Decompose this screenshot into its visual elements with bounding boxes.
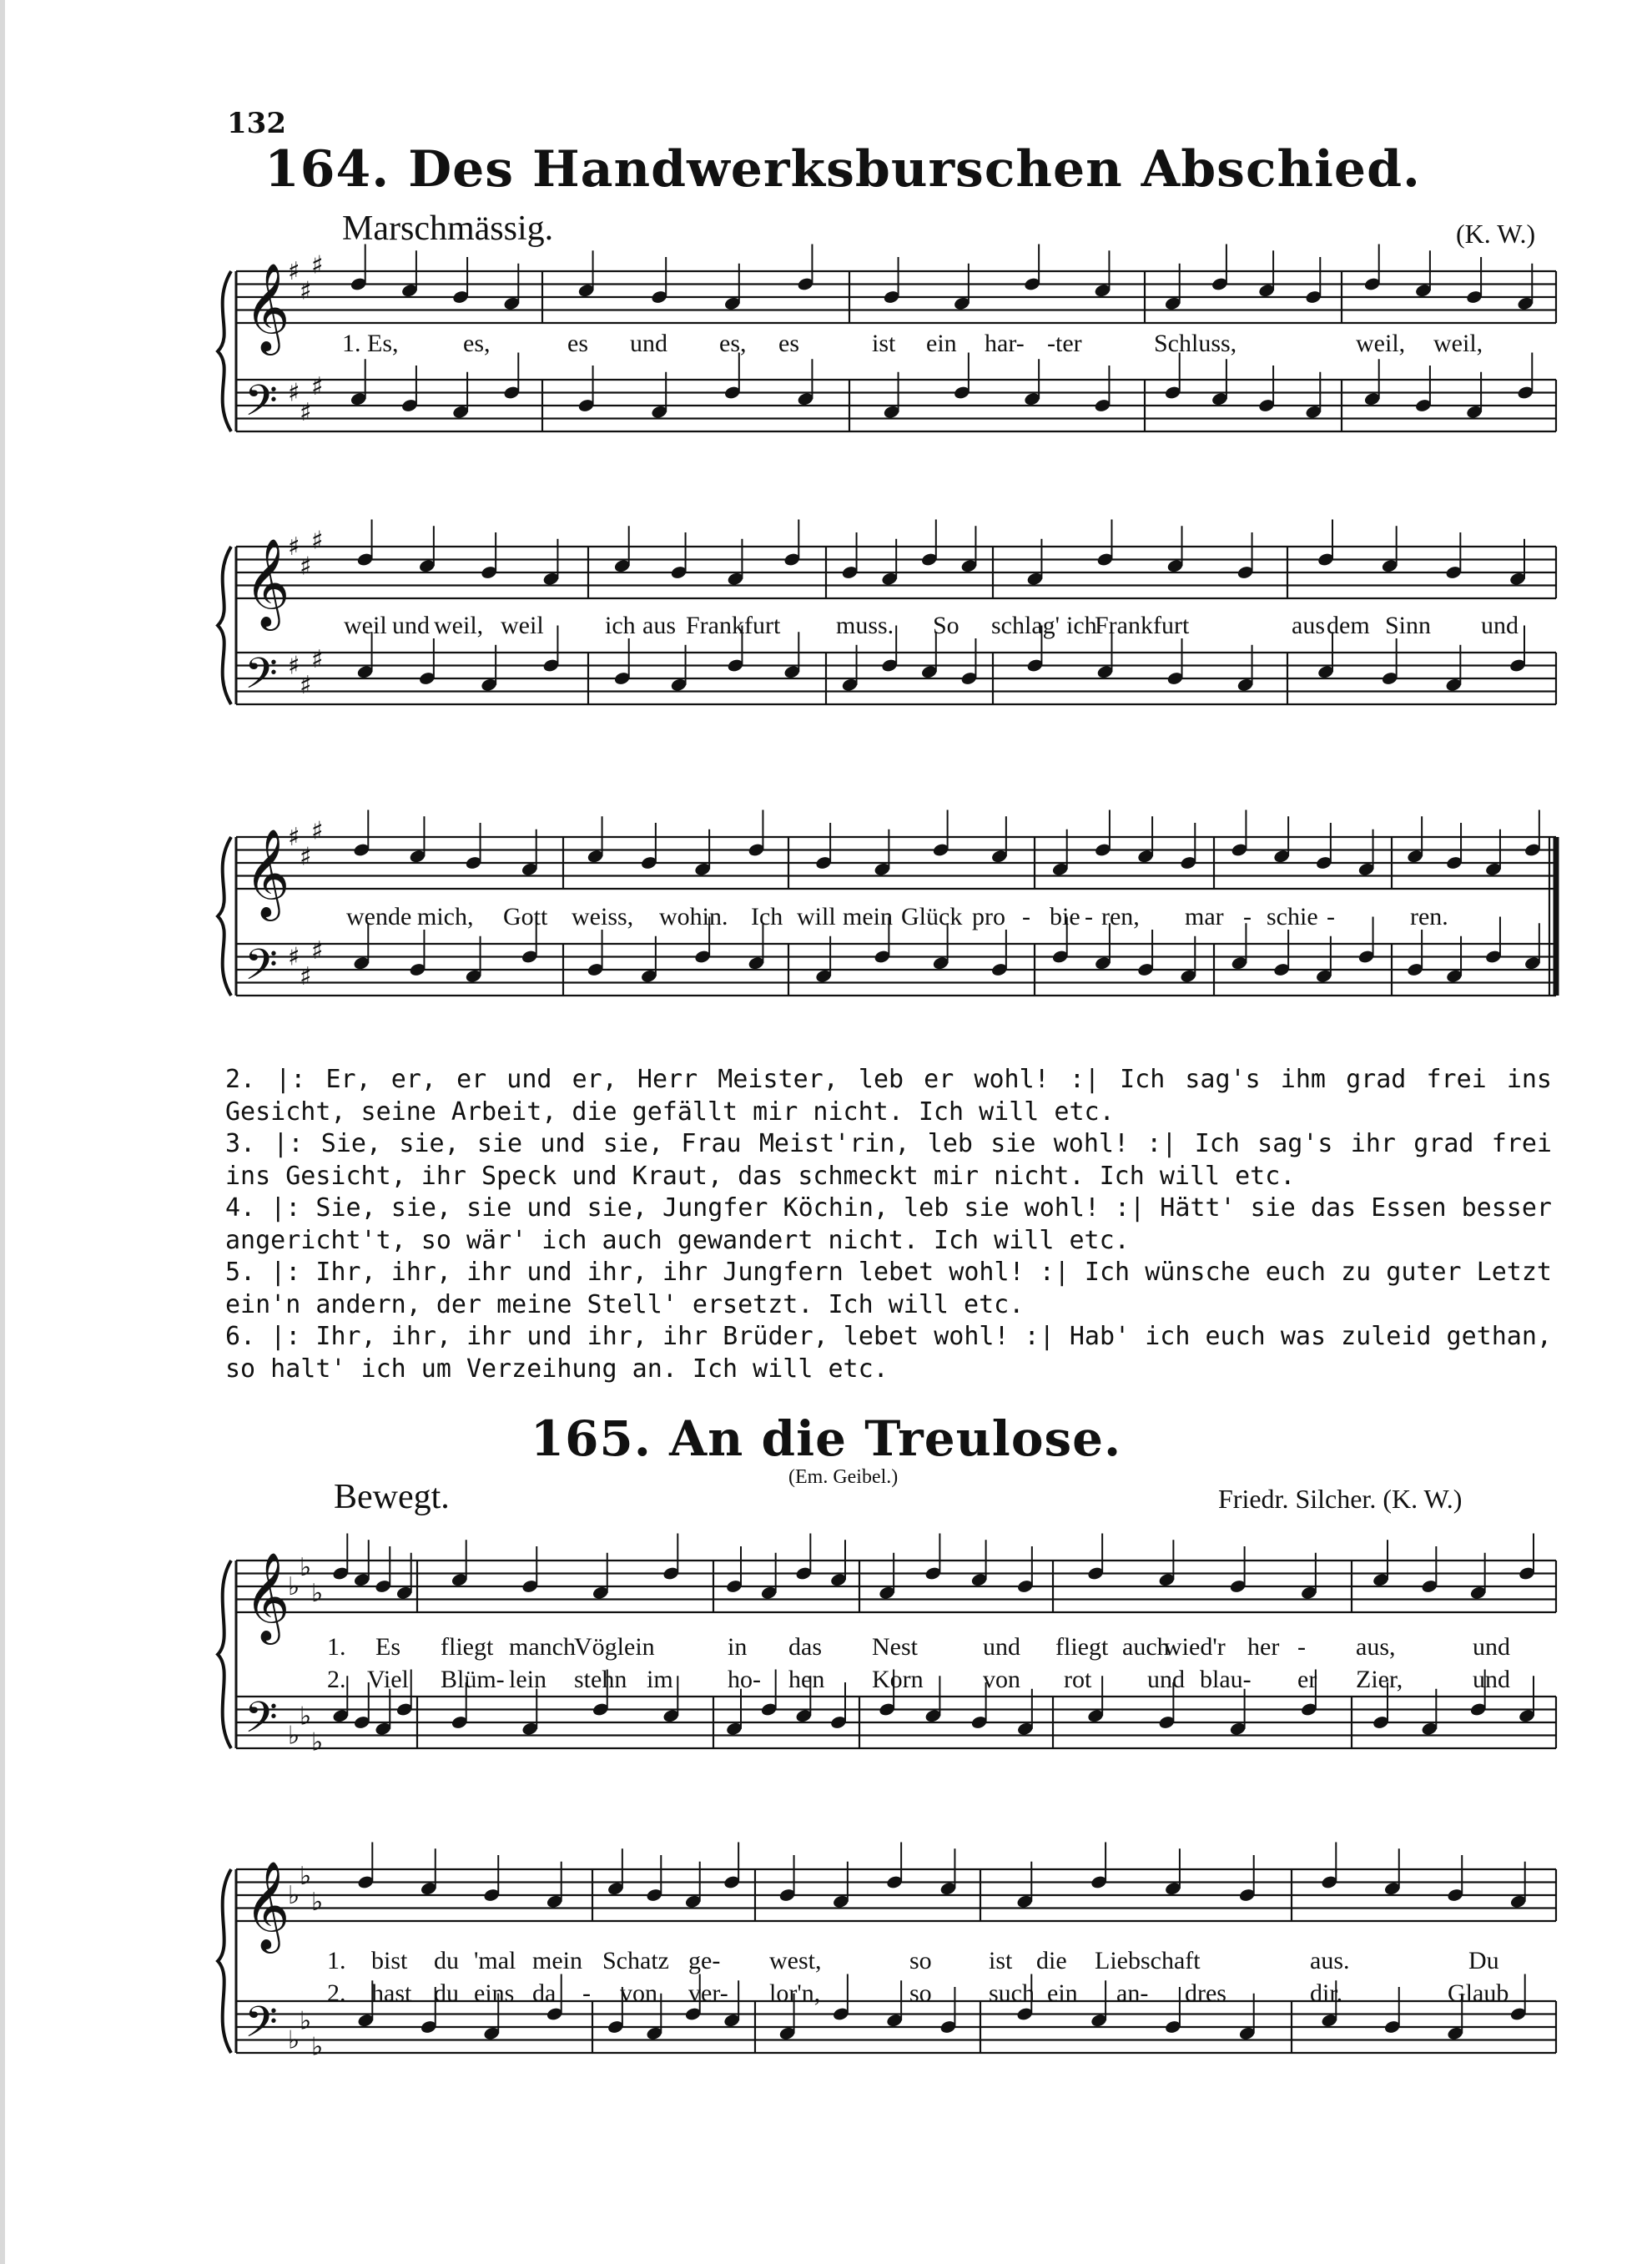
lyric: und	[1473, 1633, 1510, 1661]
lyric: bie	[1050, 903, 1080, 930]
verse-2: 2. |: Er, er, er und er, Herr Meister, leb er wohl! :| Ich sag's ihm grad frei ins Gesicht, seine Arbeit, die gefällt mir nicht. Ich will etc.	[225, 1065, 1552, 1127]
sharp-sign: ♯	[311, 250, 324, 280]
lyric: und	[392, 612, 430, 639]
flat-sign: ♭	[288, 1572, 300, 1601]
lyric: fliegt	[441, 1633, 494, 1661]
lyric: rot	[1064, 1666, 1092, 1693]
sharp-sign: ♯	[300, 670, 312, 700]
sharp-sign: ♯	[288, 942, 300, 972]
lyric: 'mal	[474, 1947, 516, 1974]
bass-clef: 𝄢	[244, 939, 278, 1001]
lyric: das	[788, 1633, 822, 1661]
lyric: da	[532, 1979, 557, 2007]
lyric: 2.	[327, 1979, 346, 2007]
lyric: es	[778, 330, 799, 357]
song-165-title: 165. An die Treulose.	[530, 1410, 1122, 1467]
lyric: 1. Es,	[342, 330, 399, 357]
lyric: 2.	[327, 1666, 346, 1693]
song-165-credit: Friedr. Silcher. (K. W.)	[1218, 1484, 1463, 1514]
lyric: -	[1297, 1633, 1306, 1661]
lyric: weil	[344, 612, 387, 639]
lyric: Schluss,	[1154, 330, 1237, 357]
lyric: ver-	[688, 1979, 728, 2007]
lyric: ist	[989, 1947, 1013, 1974]
sharp-sign: ♯	[288, 532, 300, 562]
lyric: Gott	[503, 903, 548, 930]
lyric: Glück	[901, 903, 963, 930]
lyric: aus	[1292, 612, 1325, 639]
lyric: ich	[1066, 612, 1097, 639]
lyric: ein	[1047, 1979, 1078, 2007]
lyric: von	[620, 1979, 657, 2007]
sharp-sign: ♯	[288, 257, 300, 286]
lyric: -	[1022, 903, 1030, 930]
lyric: wied'r	[1164, 1633, 1226, 1661]
lyric: aus,	[1356, 1633, 1396, 1661]
lyric: lor'n,	[769, 1979, 821, 2007]
lyric: im	[647, 1666, 673, 1693]
bass-clef: 𝄢	[244, 1996, 278, 2058]
lyric: -	[1085, 903, 1093, 930]
lyric: muss.	[836, 612, 894, 639]
verse-3: 3. |: Sie, sie, sie und sie, Frau Meist'rin, leb sie wohl! :| Ich sag's ihr grad frei ins Gesicht, ihr Speck und Kraut, das schmeckt mir nicht. Ich will etc.	[225, 1129, 1552, 1191]
lyric: mein	[843, 903, 893, 930]
lyric: Glaub	[1448, 1979, 1509, 2007]
lyric: Schatz	[602, 1947, 669, 1974]
lyric: in	[728, 1633, 748, 1661]
lyric: wohin.	[659, 903, 728, 930]
treble-clef: 𝄞	[244, 1551, 290, 1641]
treble-clef: 𝄞	[244, 1860, 290, 1949]
flat-sign: ♭	[300, 1861, 312, 1891]
flat-sign: ♭	[311, 1887, 324, 1917]
lyric: von	[983, 1666, 1020, 1693]
lyric: weil,	[1356, 330, 1406, 357]
flat-sign: ♭	[288, 2025, 300, 2055]
verse-5: 5. |: Ihr, ihr, ihr und ihr, ihr Jungfern lebet wohl! :| Ich wünsche euch zu guter Letzt ein'n andern, der meine Stell' ersetzt. Ich will etc.	[225, 1258, 1552, 1319]
flat-sign: ♭	[311, 2032, 324, 2062]
sharp-sign: ♯	[288, 823, 300, 852]
lyric: und	[1473, 1666, 1510, 1693]
treble-clef: 𝄞	[244, 537, 290, 627]
lyric: schlag'	[991, 612, 1060, 639]
lyric: weil,	[1433, 330, 1483, 357]
lyric: Frankfurt	[686, 612, 781, 639]
lyric: mein	[532, 1947, 582, 1974]
lyric: weil,	[434, 612, 484, 639]
lyric: es	[567, 330, 588, 357]
lyric: auch	[1122, 1633, 1170, 1661]
lyric: hast	[371, 1979, 412, 2007]
lyric: ein	[926, 330, 957, 357]
sharp-sign: ♯	[311, 526, 324, 556]
bass-clef: 𝄢	[244, 375, 278, 436]
lyric: und	[1147, 1666, 1185, 1693]
flat-sign: ♭	[300, 1702, 312, 1732]
lyric: weiss,	[572, 903, 634, 930]
flat-sign: ♭	[311, 1727, 324, 1757]
brace	[218, 547, 231, 704]
brace	[218, 271, 231, 431]
sharp-sign: ♯	[311, 816, 324, 846]
lyric: und	[983, 1633, 1020, 1661]
lyric: Ich	[751, 903, 783, 930]
lyric: such	[989, 1979, 1035, 2007]
sharp-sign: ♯	[311, 371, 324, 401]
lyric: 1.	[327, 1947, 346, 1974]
sharp-sign: ♯	[300, 276, 312, 306]
lyric: her	[1247, 1633, 1280, 1661]
lyric: mich,	[417, 903, 474, 930]
lyric: mar	[1185, 903, 1224, 930]
lyric: dir.	[1310, 1979, 1343, 2007]
treble-clef: 𝄞	[244, 828, 290, 917]
lyric: blau-	[1200, 1666, 1252, 1693]
lyric: so	[909, 1979, 932, 2007]
lyric: fliegt	[1055, 1633, 1109, 1661]
lyric: Liebschaft	[1095, 1947, 1201, 1974]
sharp-sign: ♯	[300, 397, 312, 427]
brace	[218, 837, 231, 996]
lyric: dres	[1185, 1979, 1226, 2007]
verse-4: 4. |: Sie, sie, sie und sie, Jungfer Köchin, leb sie wohl! :| Hätt' sie das Essen besser angericht't, so wär' ich auch gewandert nicht. Ich will etc.	[225, 1193, 1552, 1255]
lyric: Es	[375, 1633, 400, 1661]
song-165-tempo: Bewegt.	[334, 1478, 450, 1516]
treble-clef: 𝄞	[244, 262, 290, 351]
lyric: weil	[501, 612, 544, 639]
lyric: an-	[1116, 1979, 1149, 2007]
verse-6: 6. |: Ihr, ihr, ihr und ihr, ihr Brüder, lebet wohl! :| Hab' ich euch was zuleid gethan, so halt' ich um Verzeihung an. Ich will etc.	[225, 1322, 1552, 1384]
lyric: Zier,	[1356, 1666, 1403, 1693]
flat-sign: ♭	[288, 1881, 300, 1910]
song-164-credit: (K. W.)	[1456, 219, 1536, 249]
lyric: wende	[346, 903, 412, 930]
flat-sign: ♭	[311, 1578, 324, 1608]
lyric: ho-	[728, 1666, 761, 1693]
sharp-sign: ♯	[300, 961, 312, 991]
lyric: dem	[1327, 612, 1370, 639]
brace	[218, 1869, 231, 2053]
lyric: 1.	[327, 1633, 346, 1661]
lyric: ren.	[1410, 903, 1448, 930]
sharp-sign: ♯	[311, 644, 324, 674]
sharp-sign: ♯	[288, 378, 300, 408]
lyric: -	[1243, 903, 1252, 930]
lyric: Viel	[367, 1666, 409, 1693]
song-164-tempo: Marschmässig.	[342, 209, 554, 248]
flat-sign: ♭	[288, 1721, 300, 1751]
song-164-title: 164. Des Handwerksburschen Abschied.	[264, 140, 1421, 199]
lyric: er	[1297, 1666, 1317, 1693]
song-165-author: (Em. Geibel.)	[788, 1466, 899, 1488]
page-number: 132	[227, 107, 286, 140]
lyric: lein	[509, 1666, 546, 1693]
lyric: manch	[509, 1633, 576, 1661]
lyric: ist	[872, 330, 896, 357]
flat-sign: ♭	[300, 1552, 312, 1582]
sharp-sign: ♯	[300, 842, 312, 872]
lyric: du	[434, 1979, 459, 2007]
lyric: schie	[1267, 903, 1318, 930]
lyric: west,	[769, 1947, 822, 1974]
lyric: pro	[972, 903, 1005, 930]
lyric: es,	[463, 330, 491, 357]
lyric: aus.	[1310, 1947, 1350, 1974]
flat-sign: ♭	[300, 2006, 312, 2036]
song-164-verses	[225, 1064, 1552, 1385]
lyric: du	[434, 1947, 459, 1974]
lyric: Du	[1468, 1947, 1499, 1974]
lyric: Blüm-	[441, 1666, 505, 1693]
sharp-sign: ♯	[300, 552, 312, 582]
lyric: Vöglein	[574, 1633, 655, 1661]
lyric: -	[582, 1979, 591, 2007]
lyric: ge-	[688, 1947, 721, 1974]
lyric: So	[933, 612, 959, 639]
lyric: es,	[719, 330, 747, 357]
lyric: Nest	[872, 1633, 918, 1661]
lyric: ren,	[1101, 903, 1140, 930]
lyric: ich	[605, 612, 636, 639]
sharp-sign: ♯	[288, 651, 300, 681]
lyric: und	[630, 330, 667, 357]
lyric: Korn	[872, 1666, 924, 1693]
sharp-sign: ♯	[311, 935, 324, 966]
lyric: stehn	[574, 1666, 627, 1693]
lyric: Sinn	[1385, 612, 1432, 639]
lyric: har-	[985, 330, 1025, 357]
lyric: -ter	[1047, 330, 1082, 357]
lyric: hen	[788, 1666, 825, 1693]
lyric: und	[1481, 612, 1519, 639]
lyric: die	[1036, 1947, 1067, 1974]
lyric: so	[909, 1947, 932, 1974]
bass-clef: 𝄢	[244, 648, 278, 709]
lyric: Frankfurt	[1095, 612, 1190, 639]
lyric: will	[797, 903, 836, 930]
lyric: eins	[474, 1979, 515, 2007]
brace	[218, 1561, 231, 1748]
lyric: bist	[371, 1947, 408, 1974]
lyric: aus	[642, 612, 676, 639]
lyric: -	[1327, 903, 1335, 930]
bass-clef: 𝄢	[244, 1692, 278, 1753]
